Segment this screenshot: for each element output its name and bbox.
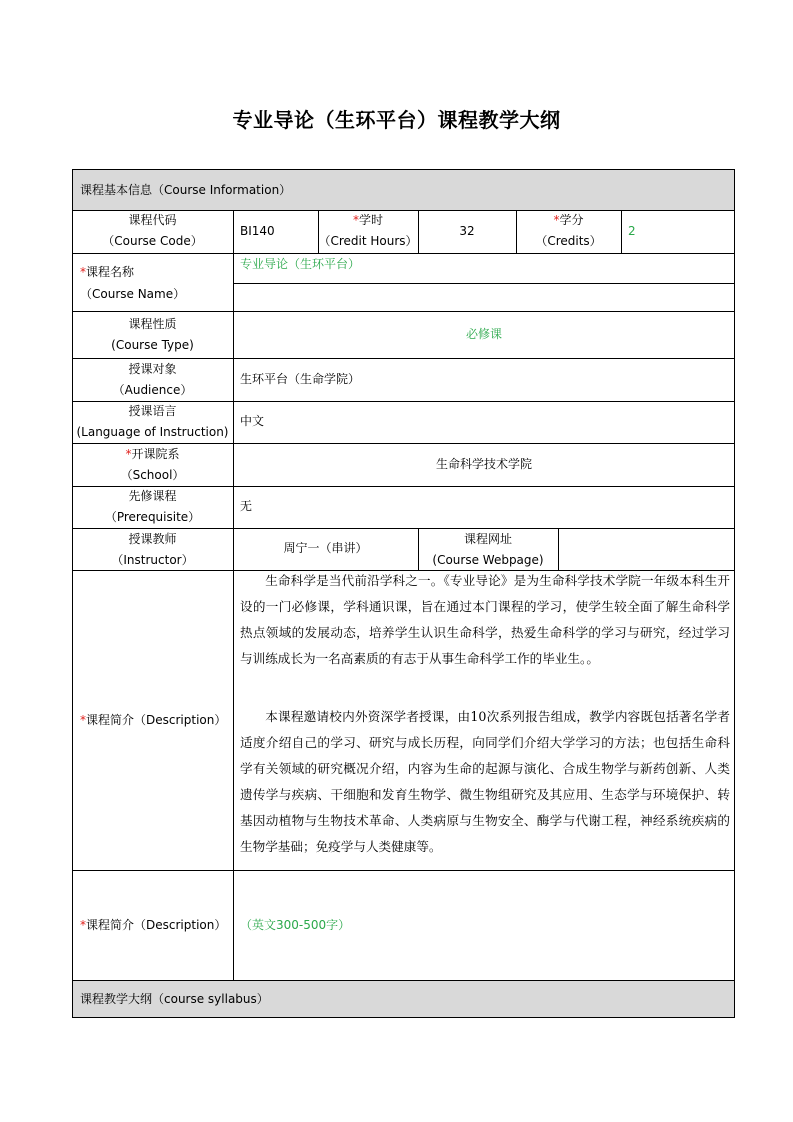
school-value: 生命科学技术学院 — [435, 457, 532, 471]
page-title: 专业导论（生环平台）课程教学大纲 — [232, 108, 561, 132]
prerequisite-value: 无 — [240, 499, 253, 513]
school-label: *开课院系 （School） — [120, 447, 185, 482]
syllabus-header-label: 课程教学大纲（course syllabus） — [80, 992, 269, 1006]
language-label: 授课语言 (Language of Instruction) — [76, 404, 229, 439]
course-code-label: 课程代码 （Course Code） — [102, 213, 203, 248]
course-name-label: *课程名称 （Course Name） — [80, 265, 186, 301]
description-cn-label: *课程简介（Description） — [80, 713, 227, 727]
course-info-header-label: 课程基本信息（Course Information） — [80, 183, 292, 197]
audience-value: 生环平台（生命学院） — [240, 372, 361, 386]
course-type-value: 必修课 — [465, 327, 502, 341]
credit-hours-label: *学时 （Credit Hours） — [318, 213, 418, 248]
instructor-label: 授课教师 （Instructor） — [111, 532, 194, 567]
audience-label: 授课对象 （Audience） — [112, 362, 193, 397]
webpage-label: 课程网址 (Course Webpage) — [432, 532, 544, 567]
course-code-value: BI140 — [240, 224, 275, 238]
prerequisite-label: 先修课程 （Prerequisite） — [104, 489, 201, 524]
credits-value: 2 — [628, 224, 636, 238]
course-type-label: 课程性质 (Course Type) — [111, 317, 194, 352]
instructor-value: 周宁一（串讲） — [283, 541, 368, 555]
description-en-placeholder: （英文300-500字） — [240, 918, 351, 932]
description-cn-paragraph-2: 本课程邀请校内外资深学者授课，由10次系列报告组成，教学内容既包括著名学者适度介绍自己的学习、研究与成长历程，向同学们介绍大学学习的方法；也包括生命科学有关领域的研究概况介绍，内容为生命的起源与演化、合成生物学与新药创新、人类遗传学与疾病、干细胞和发育生物学、微生物组研究及其应用、生态学与环境保护、转基因动植物与生物技术革命、人类病原与生物安全、酶学与代谢工程，神经系统疾病的生物学基础；免疫学与人类健康等。 — [240, 709, 730, 854]
course-name-cn-value: 专业导论（生环平台） — [240, 257, 361, 271]
language-value: 中文 — [240, 414, 265, 428]
description-cn-paragraph-1: 生命科学是当代前沿学科之一。《专业导论》是为生命科学技术学院一年级本科生开设的一门必修课，学科通识课，旨在通过本门课程的学习，使学生较全面了解生命科学热点领域的发展动态，培养学生认识生命科学，热爱生命科学的学习与研究，经过学习与训练成长为一名高素质的有志于从事生命科学工作的毕业生。。 — [240, 573, 730, 666]
credits-label: *学分 （Credits） — [535, 213, 602, 248]
credit-hours-value: 32 — [459, 224, 475, 238]
description-en-label: *课程简介（Description） — [80, 918, 227, 932]
